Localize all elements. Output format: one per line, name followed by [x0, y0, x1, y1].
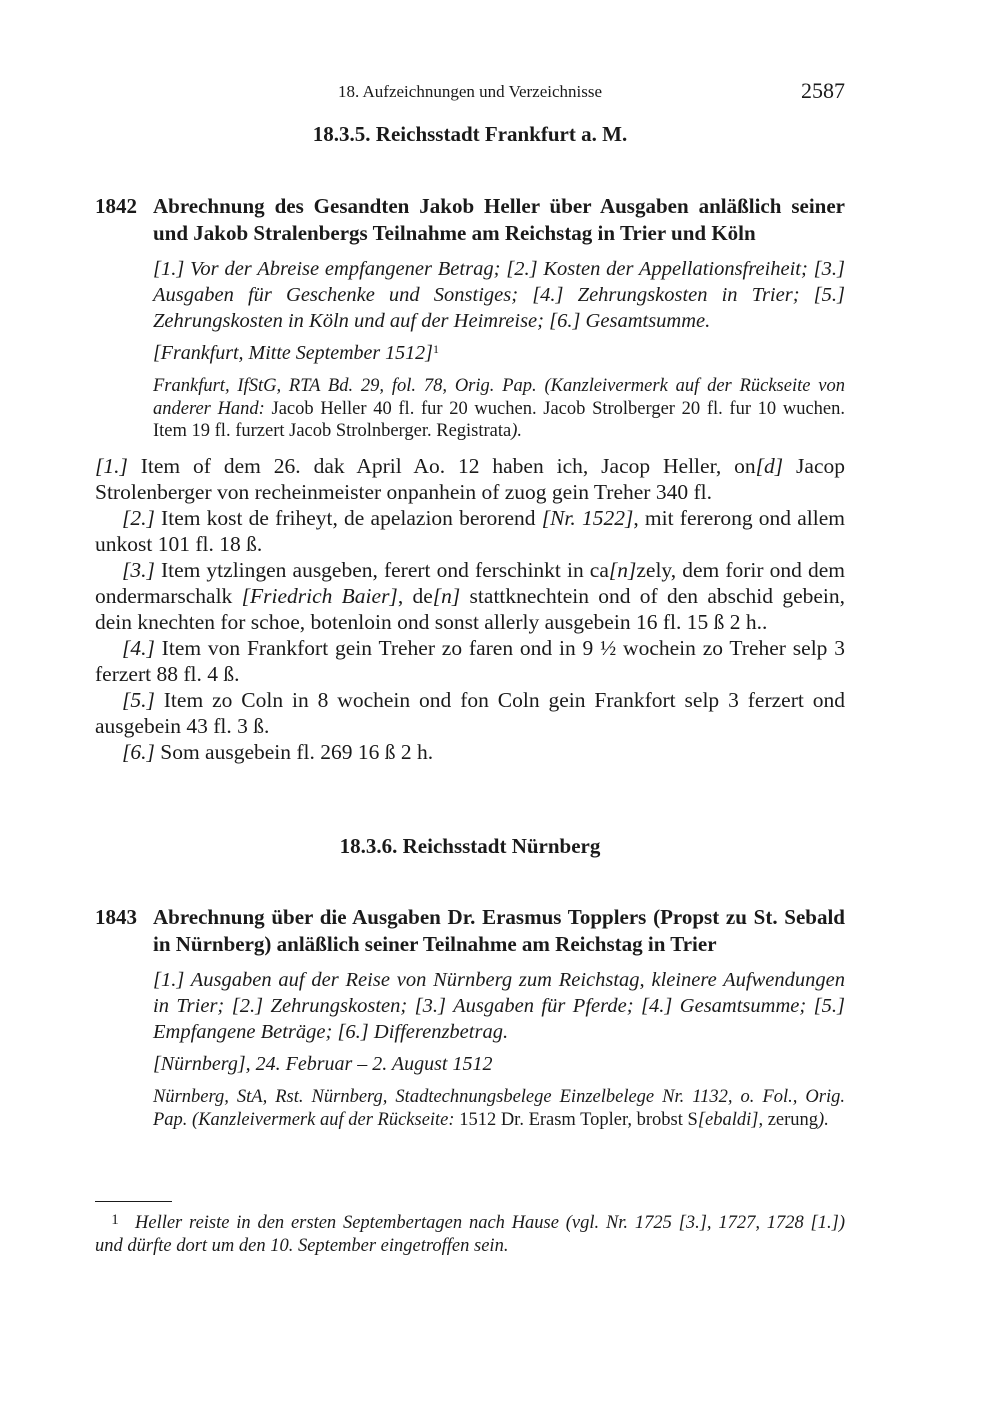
item-number: [1.]: [95, 454, 128, 478]
item-number: [6.]: [122, 740, 155, 764]
source-note: 1512 Dr. Erasm Topler, brobst S: [454, 1109, 698, 1130]
source-note: Jacob Heller 40 fl. fur 20 wuchen. Jacob Strolberger 20 fl. fur 10 wuchen. Item 19 fl. furzert Jacob Strolnberger. Registrata: [153, 398, 846, 441]
entry-number: 1842: [95, 194, 137, 218]
footnote-1: [95, 1209, 845, 1257]
section-title-frankfurt: 18.3.5. Reichsstadt Frankfurt a. M.: [312, 122, 628, 146]
footnote-ref: 1: [432, 342, 439, 356]
source-close: ).: [511, 421, 523, 441]
item-text: , mit fererong ond allem unkost 101 fl. 18 ß.: [95, 506, 846, 556]
editorial-insert: [Friedrich Baier]: [241, 584, 398, 608]
paragraph-5: [95, 687, 845, 739]
running-header: [95, 80, 845, 108]
footnote-mark: 1: [111, 1212, 119, 1228]
item-text: Item kost de friheyt, de apelazion berorend: [154, 506, 542, 530]
editorial-insert: [Nr. 1522]: [541, 506, 634, 530]
item-text: Som ausgebein fl. 269 16 ß 2 h.: [154, 740, 434, 764]
regest-1842: [1.] Vor der Abreise empfangener Betrag; [2.] Kosten der Appellationsfreiheit; [3.] Ausgaben für Geschenke und Sonstiges; [4.] Zehrungskosten in Trier; [5.] Zehrungskosten in Köln und auf der Heimreise; [6.] Gesamtsumme.: [153, 258, 845, 332]
item-text: Item ytzlingen ausgeben, ferert ond ferschinkt in ca: [154, 558, 609, 582]
entry-heading-text: Abrechnung des Gesandten Jakob Heller über Ausgaben anläßlich seiner und Jakob Stralenbergs Teilnahme am Reichstag in Trier und Köln: [153, 194, 845, 245]
item-text: Item von Frankfort gein Treher zo faren ond in 9 ½ wochein zo Treher selp 3 ferzert 88 fl. 4 ß.: [95, 636, 845, 686]
entry-heading-1843: [95, 904, 845, 958]
item-text: Item of dem 26. dak April Ao. 12 haben ich, Jacop Heller, on: [127, 454, 756, 478]
paragraph-4: [95, 635, 845, 687]
item-text: zely, dem forir ond dem ondermarschalk: [95, 558, 845, 608]
editorial-insert: [n]: [608, 558, 637, 582]
item-number: [2.]: [122, 506, 155, 530]
footnote-text: Heller reiste in den ersten Septembertagen nach Hause (vgl. Nr. 1725 [3.], 1727, 1728 [1.]) und dürfte dort um den 10. September eingetroffen sein.: [95, 1213, 845, 1256]
editorial-insert: [ebaldi]: [697, 1109, 759, 1130]
source-1842: [153, 375, 845, 443]
footnote-separator: [95, 1201, 172, 1202]
paragraph-6: [95, 739, 845, 765]
regest-1843: [1.] Ausgaben auf der Reise von Nürnberg zum Reichstag, kleinere Aufwendungen in Trier; [2.] Zehrungskosten; [3.] Ausgaben für Pferde; [4.] Gesamtsumme; [5.] Empfangene Beträge; [6.] Differenzbetrag.: [153, 969, 845, 1043]
page-number: 2587: [801, 78, 845, 103]
running-title: 18. Aufzeichnungen und Verzeichnisse: [337, 82, 603, 101]
entry-heading-text: Abrechnung über die Ausgaben Dr. Erasmus Topplers (Propst zu St. Sebald in Nürnberg) anläßlich seiner Teilnahme am Reichstag in Trier: [153, 905, 845, 956]
paragraph-1: [95, 453, 845, 505]
source-archive: Nürnberg, StA, Rst. Nürnberg, Stadtechnungsbelege Einzelbelege Nr. 1132, o. Fol., Orig. Pap. (Kanzleivermerk auf der Rückseite:: [153, 1087, 845, 1130]
date-1842: [153, 340, 845, 366]
item-text: Jacop Strolenberger von recheinmeister onpanhein of zuog gein Treher 340 fl.: [95, 454, 845, 504]
source-note: , zerung: [758, 1109, 819, 1130]
date-text: [Frankfurt, Mitte September 1512]: [153, 342, 433, 364]
source-archive: Frankfurt, IfStG, RTA Bd. 29, fol. 78, Orig. Pap. (Kanzleivermerk auf der Rückseite von anderer Hand:: [153, 376, 845, 419]
item-text: , de: [397, 584, 433, 608]
editorial-insert: [d]: [755, 454, 784, 478]
source-close: ).: [818, 1109, 829, 1130]
source-1843: [153, 1086, 845, 1131]
item-number: [4.]: [122, 636, 155, 660]
document-text-1842: [95, 453, 845, 765]
editorial-insert: [n]: [432, 584, 461, 608]
paragraph-2: [95, 505, 845, 557]
item-text: Item zo Coln in 8 wochein ond fon Coln gein Frankfort selp 3 ferzert ond ausgebein 43 fl. 3 ß.: [95, 688, 845, 738]
item-text: stattknechtein ond of den abschid gebein, dein knechten for schoe, botenloin ond sonst allerly ausgebein 16 fl. 15 ß 2 h..: [95, 584, 846, 634]
item-number: [3.]: [122, 558, 155, 582]
paragraph-3: [95, 557, 845, 635]
section-title-nuernberg: 18.3.6. Reichsstadt Nürnberg: [339, 834, 601, 858]
item-number: [5.]: [122, 688, 155, 712]
date-1843: [Nürnberg], 24. Februar – 2. August 1512: [153, 1053, 493, 1075]
entry-heading-1842: [95, 193, 845, 247]
entry-number: 1843: [95, 905, 137, 929]
